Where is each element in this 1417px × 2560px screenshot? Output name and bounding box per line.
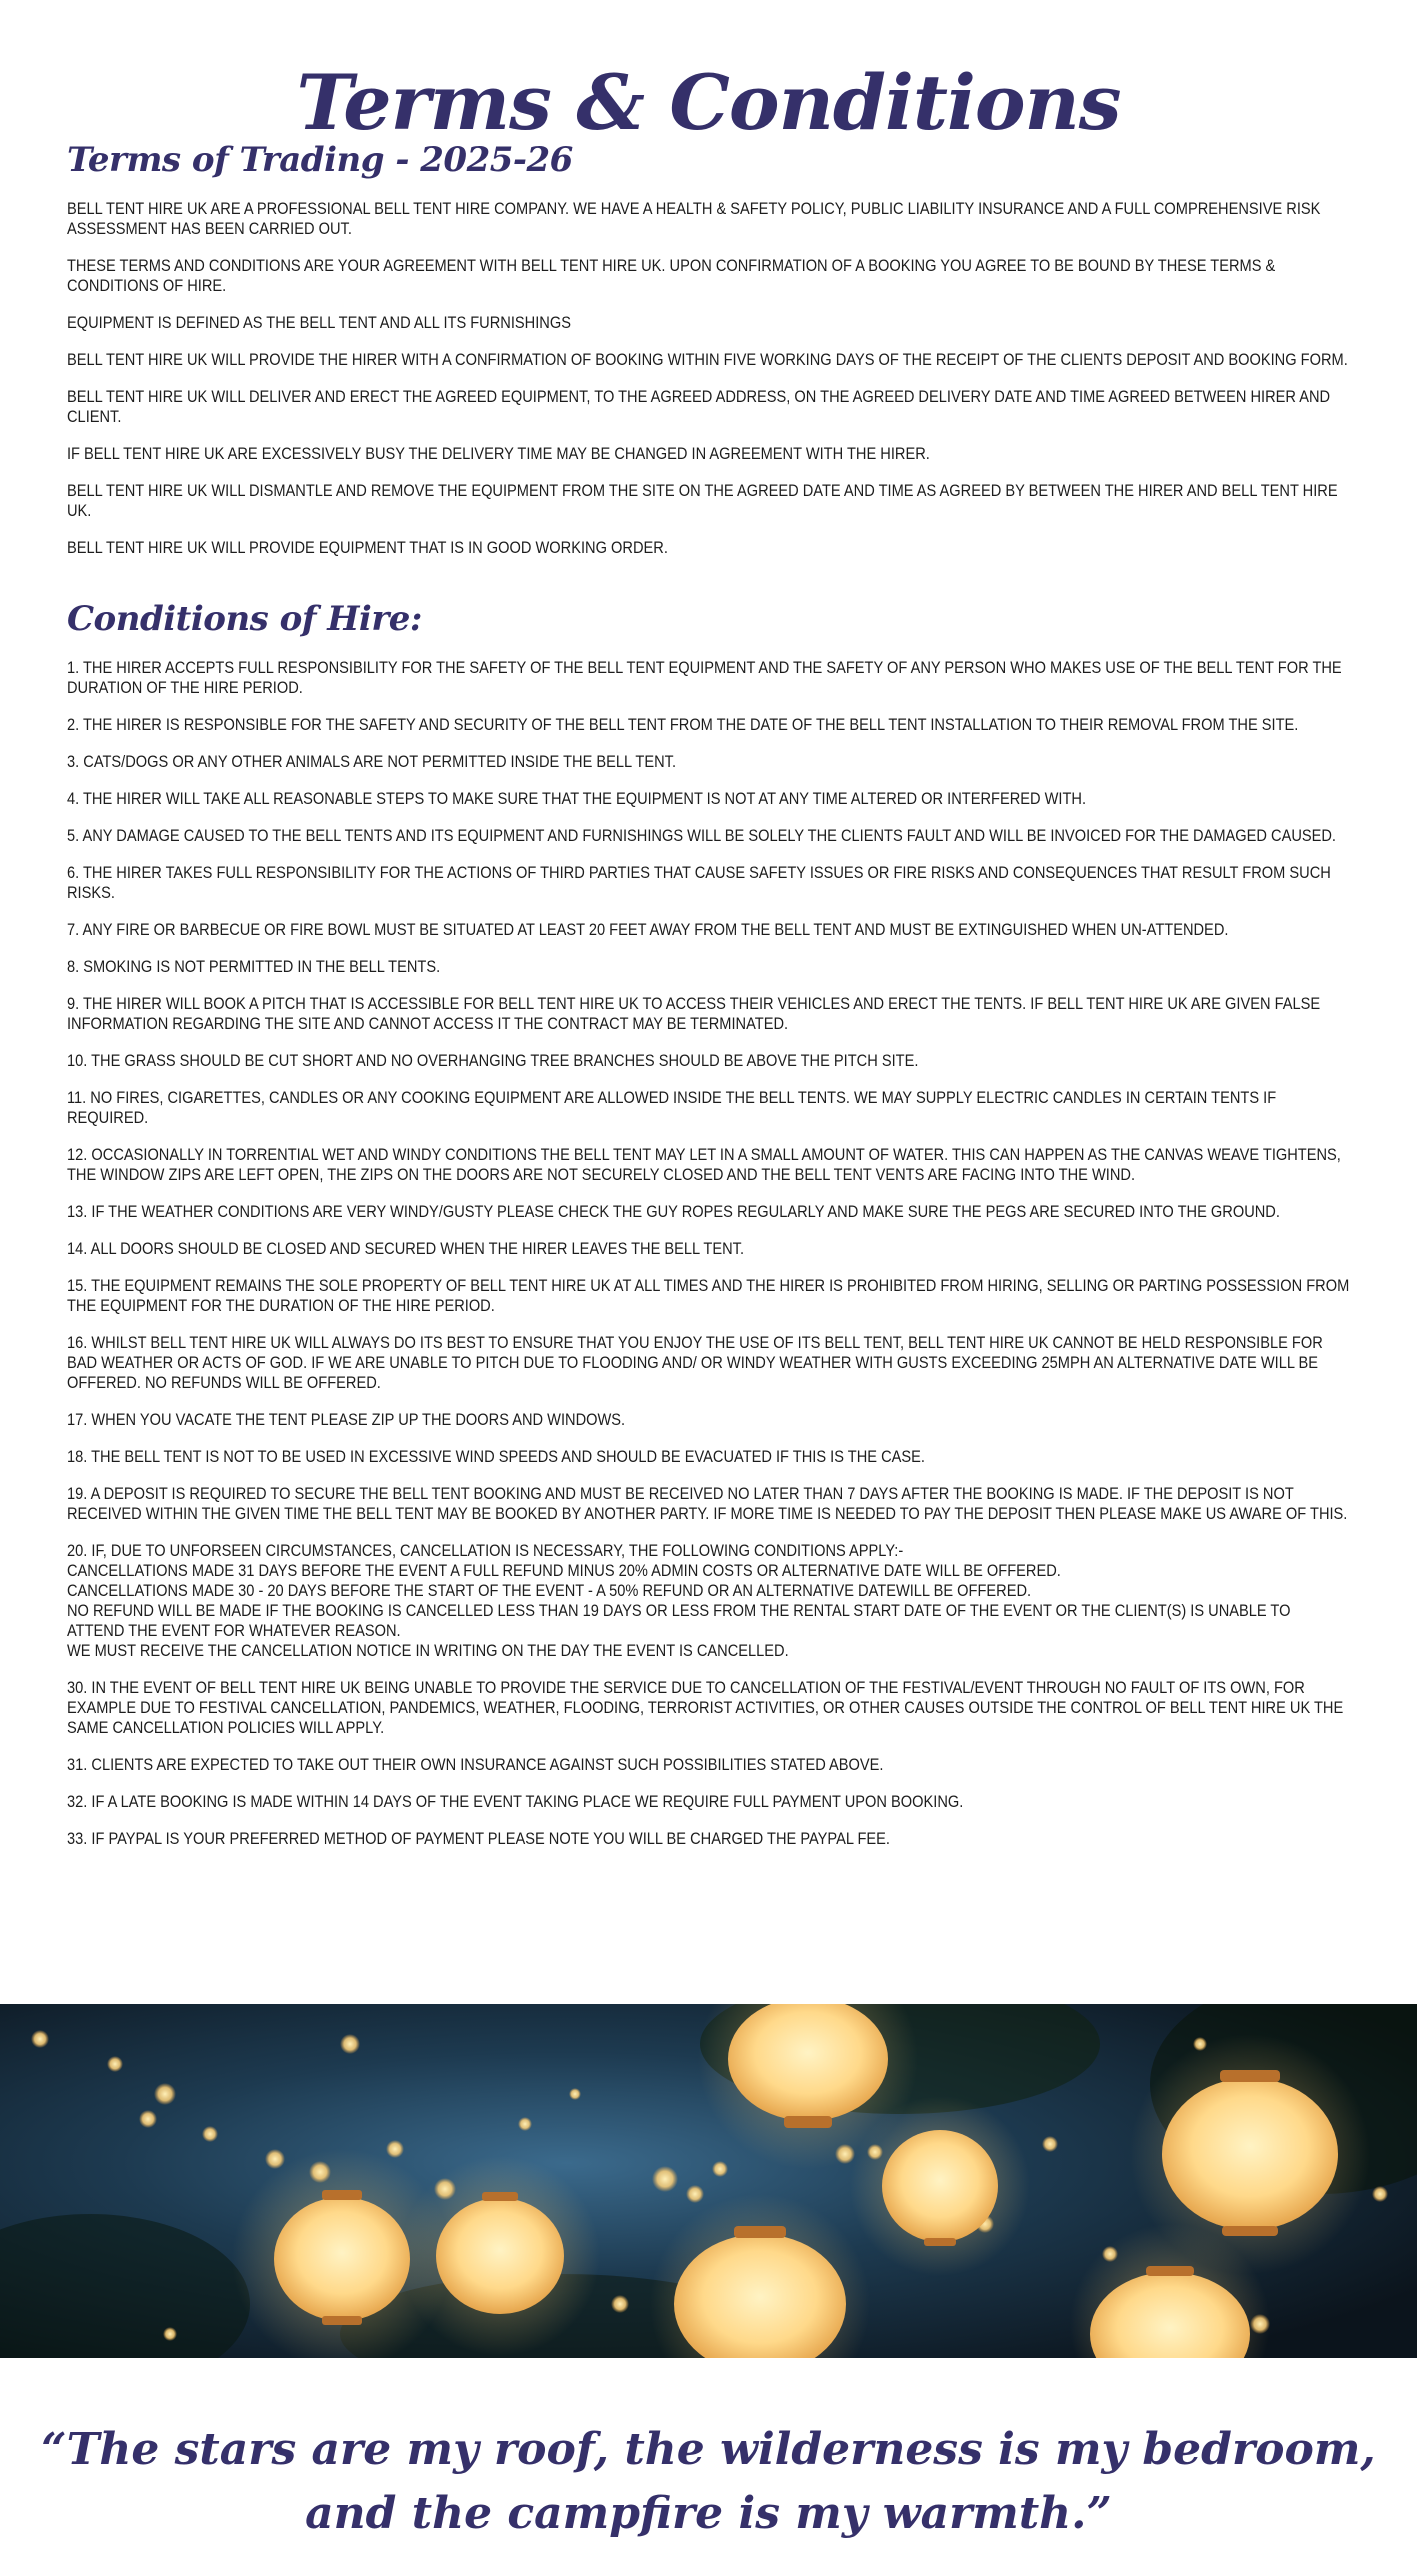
- condition-item: 17. WHEN YOU VACATE THE TENT PLEASE ZIP UP THE DOORS AND WINDOWS.: [67, 1409, 626, 1429]
- trading-heading: Terms of Trading - 2025-26: [67, 140, 573, 180]
- condition-item: 5. ANY DAMAGE CAUSED TO THE BELL TENTS AND ITS EQUIPMENT AND FURNISHINGS WILL BE SOLELY THE CLIENTS FAULT AND WILL BE INVOICED FOR THE DAMAGED CAUSED.: [67, 825, 1337, 845]
- trading-paragraph: BELL TENT HIRE UK WILL DISMANTLE AND REMOVE THE EQUIPMENT FROM THE SITE ON THE AGREED DATE AND TIME AS AGREED BY BETWEEN THE HIRER AND BELL TENT HIRE UK.: [67, 480, 1338, 520]
- condition-item: 19. A DEPOSIT IS REQUIRED TO SECURE THE BELL TENT BOOKING AND MUST BE RECEIVED NO LATER THAN 7 DAYS AFTER THE BOOKING IS MADE. IF THE DEPOSIT IS NOT RECEIVED WITHIN THE GIVEN TIME THE BELL TENT MAY BE BOOKED BY ANOTHER PARTY. IF MORE TIME IS NEEDED TO PAY THE DEPOSIT THEN PLEASE MAKE US AWARE OF THIS.: [67, 1483, 1348, 1523]
- trading-paragraph: IF BELL TENT HIRE UK ARE EXCESSIVELY BUSY THE DELIVERY TIME MAY BE CHANGED IN AGREEMENT WITH THE HIRER.: [67, 443, 930, 463]
- trading-paragraphs: [67, 199, 1350, 558]
- trading-paragraph: THESE TERMS AND CONDITIONS ARE YOUR AGREEMENT WITH BELL TENT HIRE UK. UPON CONFIRMATION OF A BOOKING YOU AGREE TO BE BOUND BY THESE TERMS & CONDITIONS OF HIRE.: [67, 255, 1276, 295]
- condition-item: 31. CLIENTS ARE EXPECTED TO TAKE OUT THEIR OWN INSURANCE AGAINST SUCH POSSIBILITIES STATED ABOVE.: [67, 1754, 884, 1774]
- condition-item: 33. IF PAYPAL IS YOUR PREFERRED METHOD OF PAYMENT PLEASE NOTE YOU WILL BE CHARGED THE PAYPAL FEE.: [67, 1828, 890, 1848]
- condition-item: 1. THE HIRER ACCEPTS FULL RESPONSIBILITY FOR THE SAFETY OF THE BELL TENT EQUIPMENT AND THE SAFETY OF ANY PERSON WHO MAKES USE OF THE BELL TENT FOR THE DURATION OF THE HIRE PERIOD.: [67, 657, 1342, 697]
- condition-item-cancellation: [67, 1541, 1350, 1661]
- page-title: Terms & Conditions: [296, 57, 1121, 147]
- terms-content: [67, 140, 1350, 1866]
- condition-item: 32. IF A LATE BOOKING IS MADE WITHIN 14 DAYS OF THE EVENT TAKING PLACE WE REQUIRE FULL PAYMENT UPON BOOKING.: [67, 1791, 964, 1811]
- trading-paragraph: BELL TENT HIRE UK WILL DELIVER AND ERECT THE AGREED EQUIPMENT, TO THE AGREED ADDRESS, ON THE AGREED DELIVERY DATE AND TIME AGREED BETWEEN HIRER AND CLIENT.: [67, 386, 1331, 426]
- condition-item: 16. WHILST BELL TENT HIRE UK WILL ALWAYS DO ITS BEST TO ENSURE THAT YOU ENJOY THE USE OF ITS BELL TENT, BELL TENT HIRE UK CANNOT BE HELD RESPONSIBLE FOR BAD WEATHER OR ACTS OF GOD. IF WE ARE UNABLE TO PITCH DUE TO FLOODING AND/ OR WINDY WEATHER WITH GUSTS EXCEEDING 25MPH AN ALTERNATIVE DATE WILL BE OFFERED. NO REFUNDS WILL BE OFFERED.: [67, 1332, 1323, 1392]
- quote-line: and the campfire is my warmth.”: [305, 2488, 1112, 2539]
- lanterns-banner-image: [0, 2004, 1417, 2358]
- quote-line: “The stars are my roof, the wilderness is my bedroom,: [41, 2424, 1376, 2475]
- condition-item: 13. IF THE WEATHER CONDITIONS ARE VERY WINDY/GUSTY PLEASE CHECK THE GUY ROPES REGULARLY AND MAKE SURE THE PEGS ARE SECURED INTO THE GROUND.: [67, 1201, 1280, 1221]
- cancellation-line: WE MUST RECEIVE THE CANCELLATION NOTICE IN WRITING ON THE DAY THE EVENT IS CANCELLED.: [67, 1640, 789, 1660]
- trading-paragraph: BELL TENT HIRE UK WILL PROVIDE THE HIRER WITH A CONFIRMATION OF BOOKING WITHIN FIVE WORKING DAYS OF THE RECEIPT OF THE CLIENTS DEPOSIT AND BOOKING FORM.: [67, 349, 1348, 369]
- condition-item: 8. SMOKING IS NOT PERMITTED IN THE BELL TENTS.: [67, 956, 441, 976]
- cancellation-line: CANCELLATIONS MADE 30 - 20 DAYS BEFORE THE START OF THE EVENT - A 50% REFUND OR AN ALTERNATIVE DATEWILL BE OFFERED.: [67, 1580, 1032, 1600]
- condition-item: 14. ALL DOORS SHOULD BE CLOSED AND SECURED WHEN THE HIRER LEAVES THE BELL TENT.: [67, 1238, 745, 1258]
- closing-quote: [0, 2418, 1417, 2546]
- conditions-heading: Conditions of Hire:: [67, 598, 422, 639]
- cancellation-line: CANCELLATIONS MADE 31 DAYS BEFORE THE EVENT A FULL REFUND MINUS 20% ADMIN COSTS OR ALTERNATIVE DATE WILL BE OFFERED.: [67, 1560, 1061, 1580]
- cancellation-line: 20. IF, DUE TO UNFORSEEN CIRCUMSTANCES, CANCELLATION IS NECESSARY, THE FOLLOWING CONDITIONS APPLY:-: [67, 1540, 904, 1560]
- cancellation-line: NO REFUND WILL BE MADE IF THE BOOKING IS CANCELLED LESS THAN 19 DAYS OR LESS FROM THE RENTAL START DATE OF THE EVENT OR THE CLIENT(S) IS UNABLE TO ATTEND THE EVENT FOR WHATEVER REASON.: [67, 1600, 1291, 1640]
- condition-item: 30. IN THE EVENT OF BELL TENT HIRE UK BEING UNABLE TO PROVIDE THE SERVICE DUE TO CANCELLATION OF THE FESTIVAL/EVENT THROUGH NO FAULT OF ITS OWN, FOR EXAMPLE DUE TO FESTIVAL CANCELLATION, PANDEMICS, WEATHER, FLOODING, TERRORIST ACTIVITIES, OR OTHER CAUSES OUTSIDE THE CONTROL OF BELL TENT HIRE UK THE SAME CANCELLATION POLICIES WILL APPLY.: [67, 1677, 1344, 1737]
- lanterns-illustration: [0, 2004, 1417, 2358]
- condition-item: 18. THE BELL TENT IS NOT TO BE USED IN EXCESSIVE WIND SPEEDS AND SHOULD BE EVACUATED IF THIS IS THE CASE.: [67, 1446, 925, 1466]
- condition-item: 11. NO FIRES, CIGARETTES, CANDLES OR ANY COOKING EQUIPMENT ARE ALLOWED INSIDE THE BELL TENTS. WE MAY SUPPLY ELECTRIC CANDLES IN CERTAIN TENTS IF REQUIRED.: [67, 1087, 1277, 1127]
- condition-item: 10. THE GRASS SHOULD BE CUT SHORT AND NO OVERHANGING TREE BRANCHES SHOULD BE ABOVE THE PITCH SITE.: [67, 1050, 919, 1070]
- condition-item: 4. THE HIRER WILL TAKE ALL REASONABLE STEPS TO MAKE SURE THAT THE EQUIPMENT IS NOT AT ANY TIME ALTERED OR INTERFERED WITH.: [67, 788, 1087, 808]
- trading-paragraph: BELL TENT HIRE UK ARE A PROFESSIONAL BELL TENT HIRE COMPANY. WE HAVE A HEALTH & SAFETY POLICY, PUBLIC LIABILITY INSURANCE AND A FULL COMPREHENSIVE RISK ASSESSMENT HAS BEEN CARRIED OUT.: [67, 198, 1321, 238]
- condition-item: 12. OCCASIONALLY IN TORRENTIAL WET AND WINDY CONDITIONS THE BELL TENT MAY LET IN A SMALL AMOUNT OF WATER. THIS CAN HAPPEN AS THE CANVAS WEAVE TIGHTENS, THE WINDOW ZIPS ARE LEFT OPEN, THE ZIPS ON THE DOORS ARE NOT SECURELY CLOSED AND THE BELL TENT VENTS ARE FACING INTO THE WIND.: [67, 1144, 1341, 1184]
- conditions-list: [67, 658, 1350, 1849]
- trading-paragraph: EQUIPMENT IS DEFINED AS THE BELL TENT AND ALL ITS FURNISHINGS: [67, 312, 571, 332]
- condition-item: 9. THE HIRER WILL BOOK A PITCH THAT IS ACCESSIBLE FOR BELL TENT HIRE UK TO ACCESS THEIR VEHICLES AND ERECT THE TENTS. IF BELL TENT HIRE UK ARE GIVEN FALSE INFORMATION REGARDING THE SITE AND CANNOT ACCESS IT THE CONTRACT MAY BE TERMINATED.: [67, 993, 1321, 1033]
- condition-item: 2. THE HIRER IS RESPONSIBLE FOR THE SAFETY AND SECURITY OF THE BELL TENT FROM THE DATE OF THE BELL TENT INSTALLATION TO THEIR REMOVAL FROM THE SITE.: [67, 714, 1299, 734]
- condition-item: 3. CATS/DOGS OR ANY OTHER ANIMALS ARE NOT PERMITTED INSIDE THE BELL TENT.: [67, 751, 677, 771]
- condition-item: 7. ANY FIRE OR BARBECUE OR FIRE BOWL MUST BE SITUATED AT LEAST 20 FEET AWAY FROM THE BELL TENT AND MUST BE EXTINGUISHED WHEN UN-ATTENDED.: [67, 919, 1229, 939]
- condition-item: 6. THE HIRER TAKES FULL RESPONSIBILITY FOR THE ACTIONS OF THIRD PARTIES THAT CAUSE SAFETY ISSUES OR FIRE RISKS AND CONSEQUENCES THAT RESULT FROM SUCH RISKS.: [67, 862, 1331, 902]
- condition-item: 15. THE EQUIPMENT REMAINS THE SOLE PROPERTY OF BELL TENT HIRE UK AT ALL TIMES AND THE HIRER IS PROHIBITED FROM HIRING, SELLING OR PARTING POSSESSION FROM THE EQUIPMENT FOR THE DURATION OF THE HIRE PERIOD.: [67, 1275, 1350, 1315]
- trading-paragraph: BELL TENT HIRE UK WILL PROVIDE EQUIPMENT THAT IS IN GOOD WORKING ORDER.: [67, 537, 668, 557]
